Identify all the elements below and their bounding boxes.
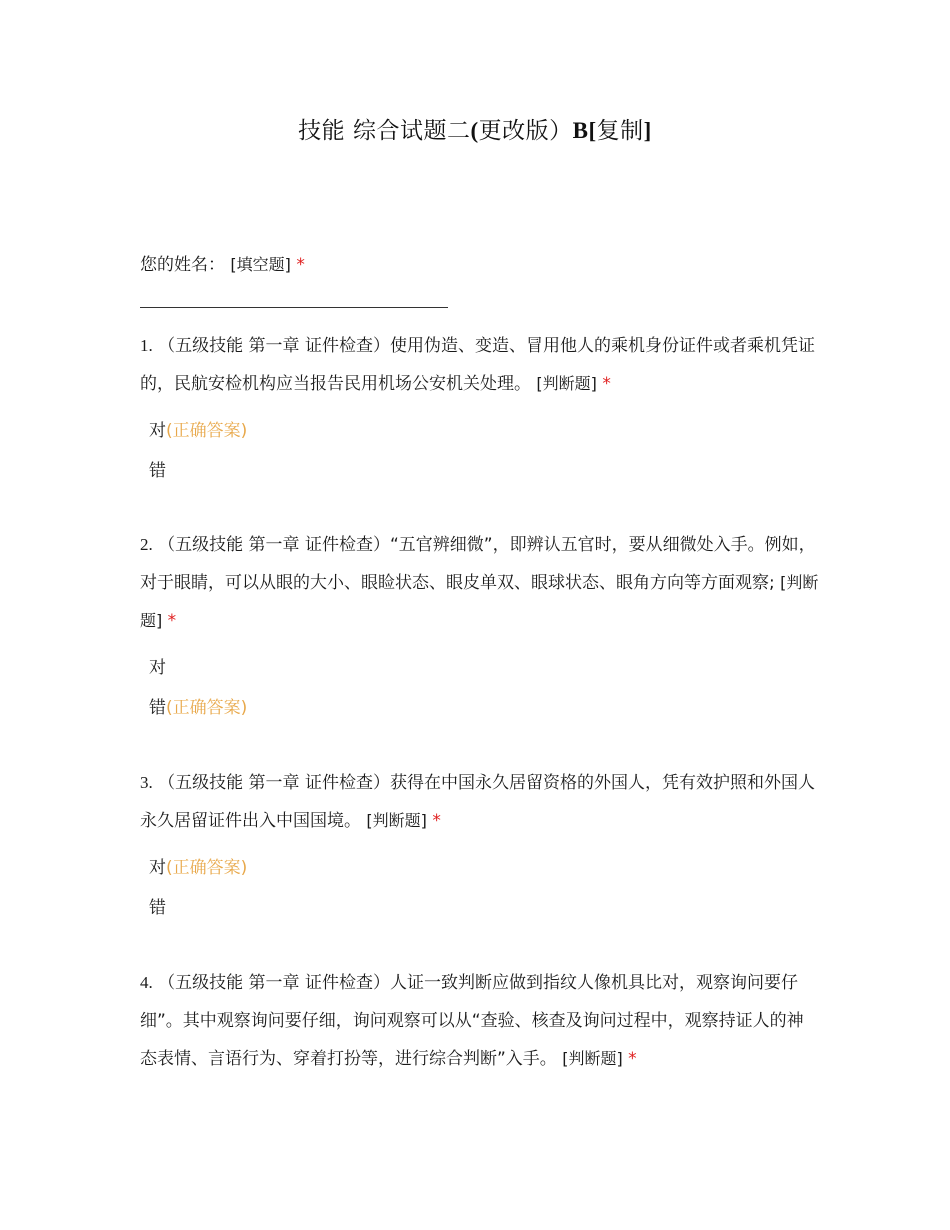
question-3-options: [140, 848, 820, 928]
question-3-text: [140, 764, 820, 840]
title-middle: 更改版）: [478, 118, 573, 144]
title-prefix: 技能 综合试题二: [298, 118, 471, 144]
question-number: 4.: [140, 973, 153, 992]
name-question-label: 您的姓名：: [140, 255, 225, 275]
option-true[interactable]: [149, 648, 820, 688]
question-2-options: [140, 648, 820, 728]
question-4-text: [140, 964, 820, 1078]
question-body: （五级技能 第一章 证件检查）使用伪造、变造、冒用他人的乘机身份证件或者乘机凭证的，民航安检机构应当报告民用机场公安机关处理。: [140, 336, 815, 394]
question-number: 3.: [140, 773, 153, 792]
option-false[interactable]: [149, 451, 820, 491]
question-body: （五级技能 第一章 证件检查）“五官辨细微”，即辨认五官时，要从细微处入手。例如，对于眼睛，可以从眼的大小、眼睑状态、眼皮单双、眼球状态、眼角方向等方面观察;: [140, 535, 816, 593]
title-copy: 复制: [596, 118, 644, 144]
question-1: [140, 327, 820, 491]
name-question: [140, 246, 820, 284]
question-1-options: [140, 411, 820, 491]
page-title: [0, 112, 950, 145]
question-type: [判断题]: [562, 1049, 623, 1068]
required-mark: *: [167, 611, 177, 631]
name-input-line[interactable]: [140, 307, 448, 308]
question-2: [140, 526, 820, 728]
option-label: 对: [149, 658, 166, 678]
name-question-type: [填空题]: [230, 255, 291, 274]
option-true[interactable]: [149, 411, 820, 451]
title-rbracket: ]: [643, 118, 652, 143]
correct-answer-tag: (正确答案): [166, 421, 248, 441]
option-label: 错: [149, 461, 166, 481]
question-body: （五级技能 第一章 证件检查）获得在中国永久居留资格的外国人，凭有效护照和外国人永久居留证件出入中国国境。: [140, 773, 815, 831]
option-label: 错: [149, 898, 166, 918]
option-label: 对: [149, 858, 166, 878]
correct-answer-tag: (正确答案): [166, 698, 248, 718]
option-label: 错: [149, 698, 166, 718]
question-2-text: [140, 526, 820, 640]
correct-answer-tag: (正确答案): [166, 858, 248, 878]
question-type: [判断题]: [366, 811, 427, 830]
question-number: 1.: [140, 336, 153, 355]
required-mark: *: [296, 255, 305, 275]
option-true[interactable]: [149, 848, 820, 888]
option-false[interactable]: [149, 688, 820, 728]
option-false[interactable]: [149, 888, 820, 928]
question-number: 2.: [140, 535, 153, 554]
required-mark: *: [432, 811, 441, 831]
required-mark: *: [602, 374, 611, 394]
title-bold-b: B[: [572, 118, 597, 143]
question-1-text: [140, 327, 820, 403]
question-type: [判断题]: [140, 573, 819, 630]
option-label: 对: [149, 421, 166, 441]
question-3: [140, 764, 820, 928]
question-4: [140, 964, 820, 1078]
required-mark: *: [628, 1049, 637, 1069]
question-body: （五级技能 第一章 证件检查）人证一致判断应做到指纹人像机具比对，观察询问要仔细”。其中观察询问要仔细，询问观察可以从“查验、核查及询问过程中，观察持证人的神态表情、言语行为、穿着打扮等，进行综合判断”入手。: [140, 973, 804, 1069]
question-type: [判断题]: [536, 374, 597, 393]
title-lparen: (: [470, 118, 479, 143]
